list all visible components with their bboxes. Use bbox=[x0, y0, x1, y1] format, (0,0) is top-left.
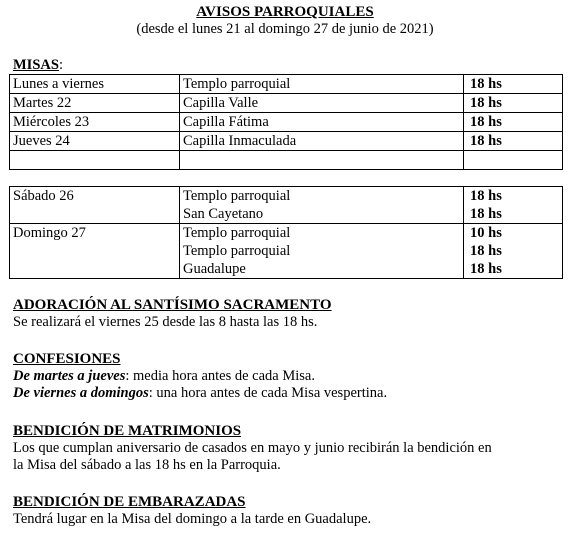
place-cell: Templo parroquial bbox=[180, 75, 464, 94]
place-line: Templo parroquial bbox=[183, 243, 291, 259]
day-cell: Lunes a viernes bbox=[10, 75, 180, 94]
time-line: 18 hs bbox=[470, 206, 502, 222]
table-row bbox=[10, 94, 563, 113]
embarazadas-heading: BENDICIÓN DE EMBARAZADAS bbox=[13, 494, 246, 510]
time-cell: 18 hs bbox=[464, 113, 563, 132]
document-subtitle: (desde el lunes 21 al domingo 27 de junio de 2021) bbox=[136, 21, 434, 37]
time-cell bbox=[464, 224, 563, 279]
place-line: Templo parroquial bbox=[183, 188, 291, 204]
day-cell: Sábado 26 bbox=[10, 187, 180, 224]
time-line: 18 hs bbox=[470, 188, 502, 204]
document-title: AVISOS PARROQUIALES bbox=[196, 4, 374, 20]
confesiones-days-1: De martes a jueves bbox=[13, 368, 126, 384]
place-cell: Capilla Fátima bbox=[180, 113, 464, 132]
spacer-cell bbox=[10, 170, 180, 187]
spacer-row bbox=[10, 170, 563, 187]
place-line: Guadalupe bbox=[183, 261, 246, 277]
confesiones-section bbox=[13, 351, 558, 402]
place-line: San Cayetano bbox=[183, 206, 264, 222]
confesiones-desc-2: : una hora antes de cada Misa vespertina. bbox=[148, 385, 388, 401]
mass-schedule-table bbox=[9, 74, 563, 279]
empty-row bbox=[10, 151, 563, 170]
spacer-cell bbox=[464, 170, 563, 187]
time-cell: 18 hs bbox=[464, 132, 563, 151]
adoracion-heading: ADORACIÓN AL SANTÍSIMO SACRAMENTO bbox=[13, 297, 332, 313]
table-row bbox=[10, 132, 563, 151]
time-line: 10 hs bbox=[470, 225, 502, 241]
table-row bbox=[10, 113, 563, 132]
matrimonios-line-2: la Misa del sábado a las 18 hs en la Parroquia. bbox=[13, 457, 281, 473]
day-cell: Martes 22 bbox=[10, 94, 180, 113]
empty-cell bbox=[10, 151, 180, 170]
place-cell bbox=[180, 224, 464, 279]
misas-colon: : bbox=[58, 57, 63, 73]
place-cell: Capilla Valle bbox=[180, 94, 464, 113]
time-line: 18 hs bbox=[470, 261, 502, 277]
embarazadas-text: Tendrá lugar en la Misa del domingo a la tarde en Guadalupe. bbox=[13, 511, 372, 527]
misas-heading: MISAS bbox=[13, 57, 59, 73]
table-row bbox=[10, 75, 563, 94]
adoracion-section bbox=[13, 297, 558, 331]
time-cell: 18 hs bbox=[464, 75, 563, 94]
time-cell: 18 hs bbox=[464, 94, 563, 113]
table-row bbox=[10, 187, 563, 224]
embarazadas-section bbox=[13, 494, 558, 528]
confesiones-heading: CONFESIONES bbox=[13, 351, 121, 367]
confesiones-days-2: De viernes a domingos bbox=[13, 385, 149, 401]
day-cell: Domingo 27 bbox=[10, 224, 180, 279]
matrimonios-heading: BENDICIÓN DE MATRIMONIOS bbox=[13, 423, 242, 439]
time-cell bbox=[464, 187, 563, 224]
matrimonios-line-1: Los que cumplan aniversario de casados en mayo y junio recibirán la bendición en bbox=[13, 440, 492, 456]
place-line: Templo parroquial bbox=[183, 225, 291, 241]
confesiones-line-2 bbox=[13, 385, 558, 402]
time-line: 18 hs bbox=[470, 243, 502, 259]
table-row bbox=[10, 224, 563, 279]
day-cell: Jueves 24 bbox=[10, 132, 180, 151]
empty-cell bbox=[180, 151, 464, 170]
confesiones-line-1 bbox=[13, 368, 558, 385]
spacer-cell bbox=[180, 170, 464, 187]
place-cell: Capilla Inmaculada bbox=[180, 132, 464, 151]
matrimonios-section bbox=[13, 423, 558, 474]
adoracion-text: Se realizará el viernes 25 desde las 8 hasta las 18 hs. bbox=[13, 314, 318, 330]
day-cell: Miércoles 23 bbox=[10, 113, 180, 132]
confesiones-desc-1: : media hora antes de cada Misa. bbox=[125, 368, 315, 384]
empty-cell bbox=[464, 151, 563, 170]
place-cell bbox=[180, 187, 464, 224]
misas-label bbox=[13, 57, 63, 74]
